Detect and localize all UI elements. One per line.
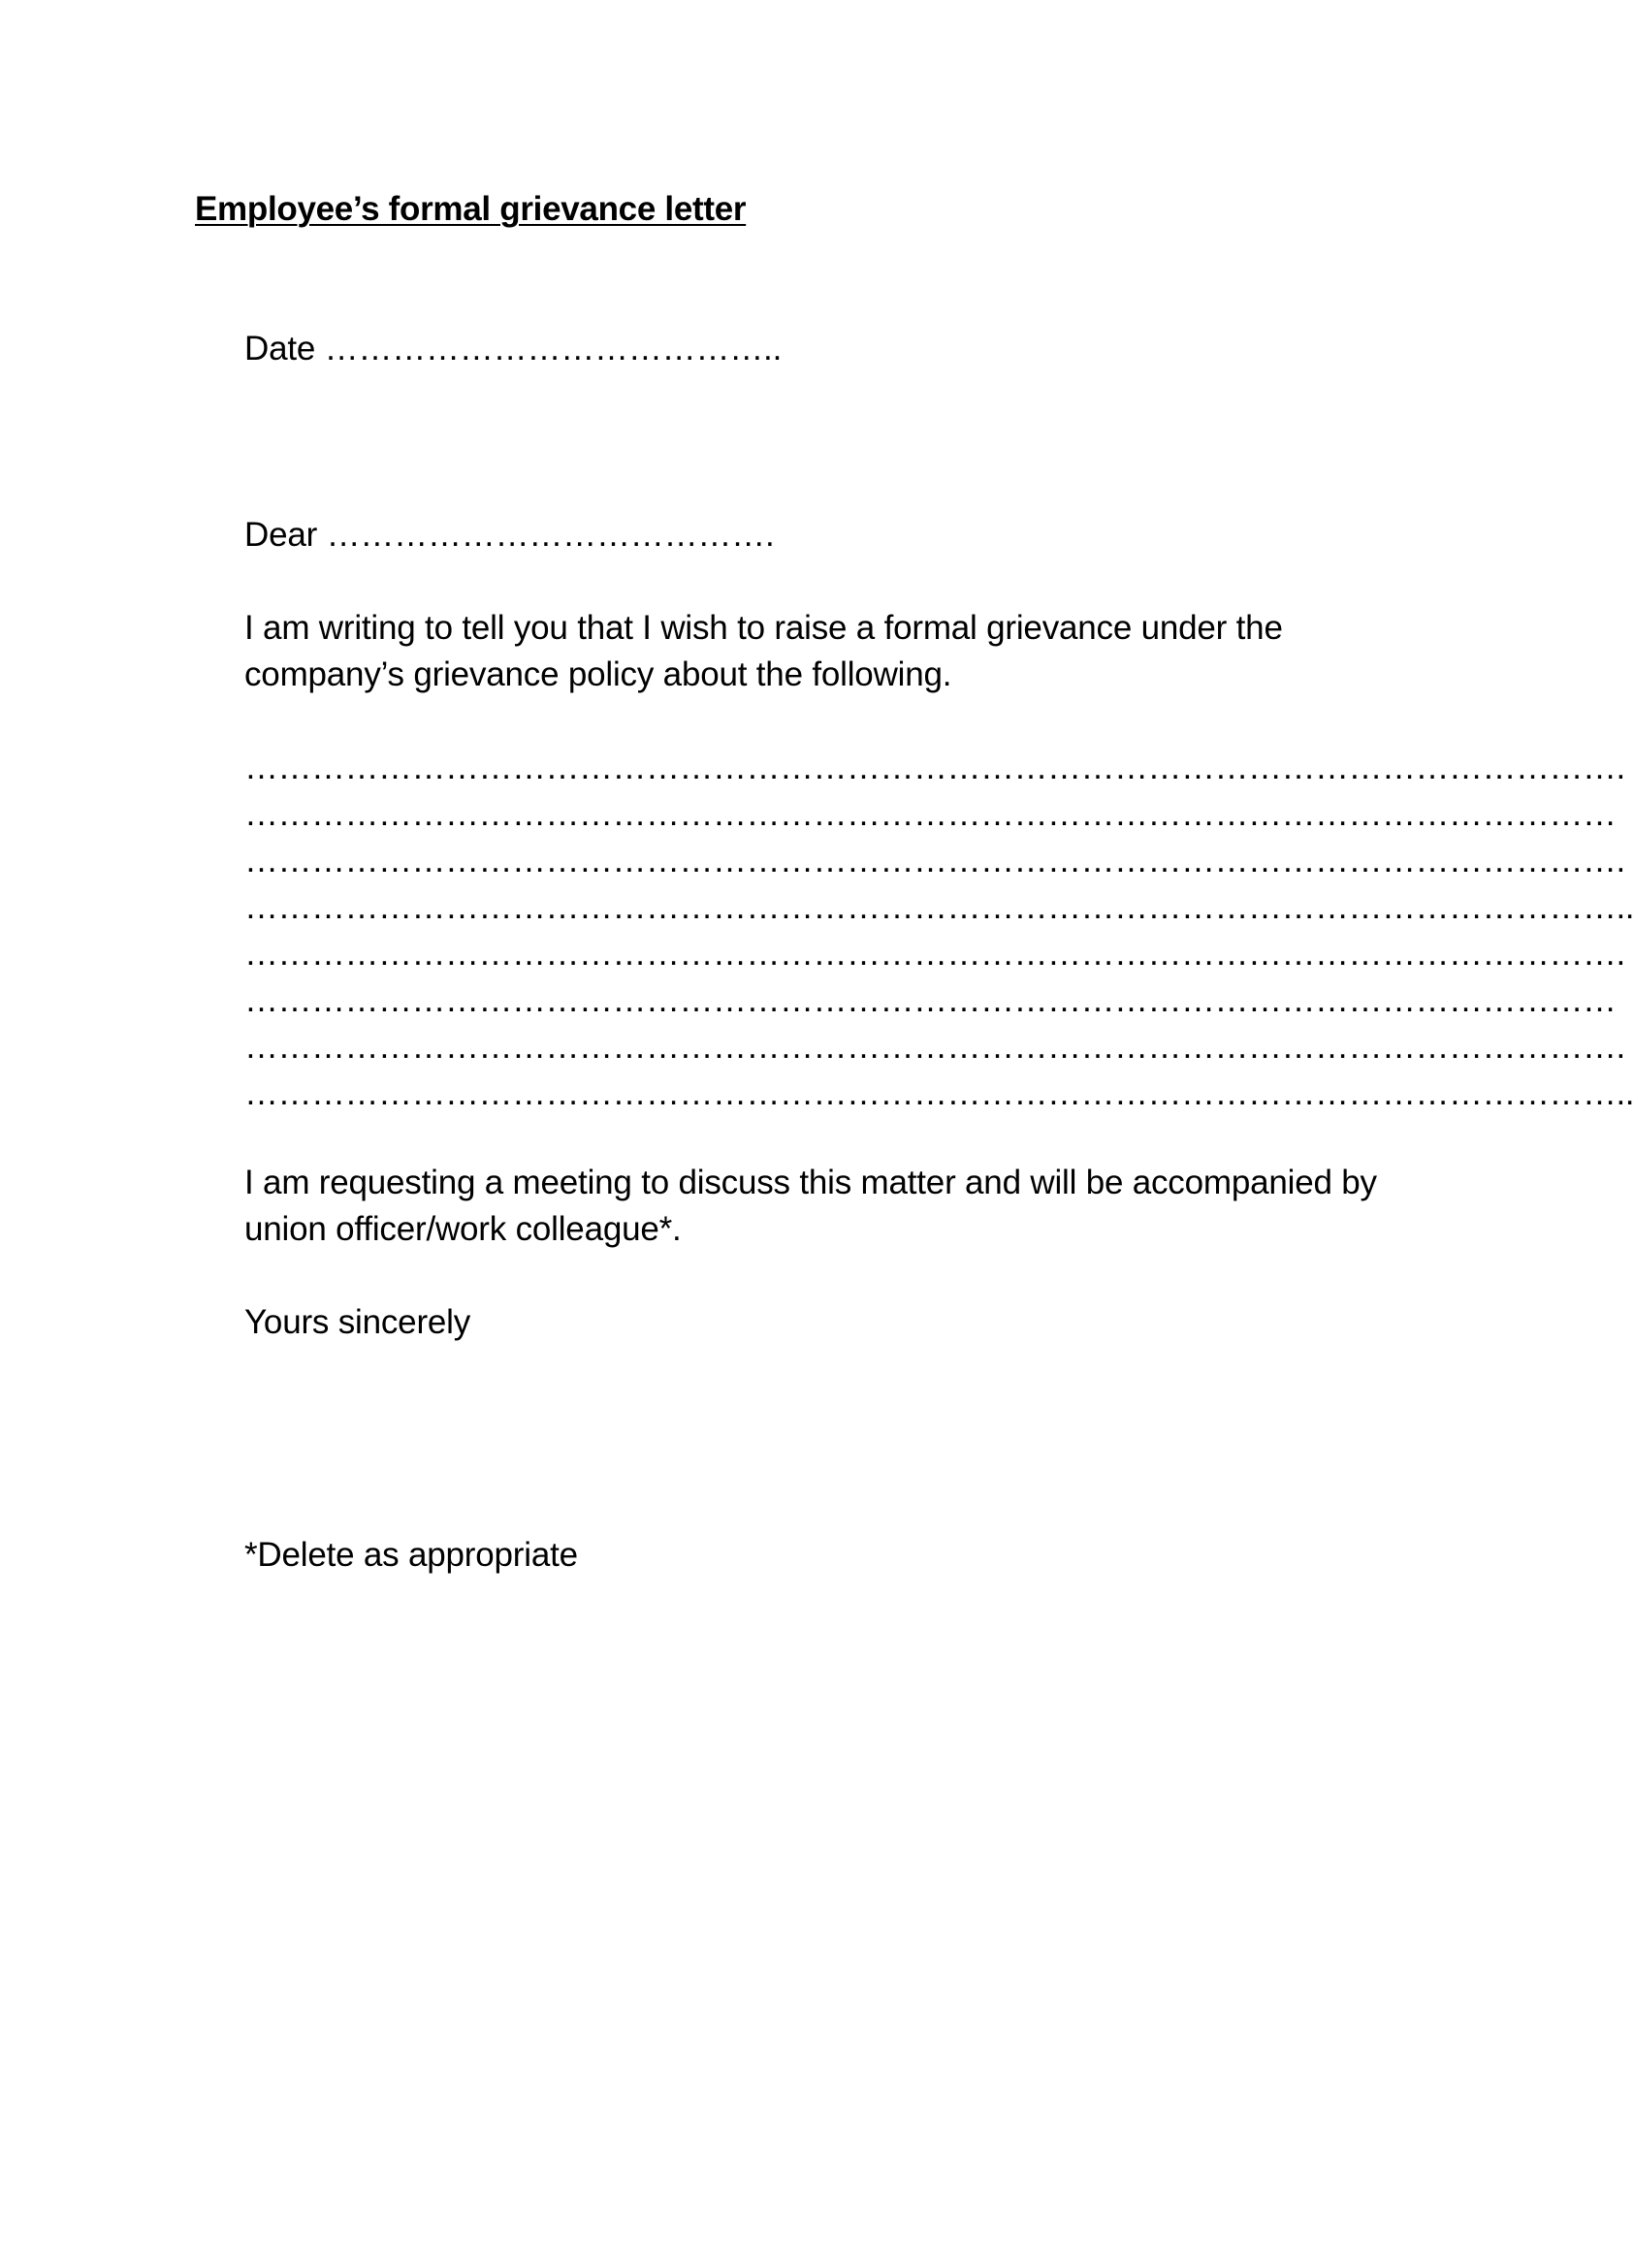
document-title: Employee’s formal grievance letter xyxy=(195,190,747,228)
meeting-request-paragraph: I am requesting a meeting to discuss this matter and will be accompanied by union officer/work colleague*. xyxy=(244,1164,1377,1248)
dotted-line: ……………………………………………………………………………………………………………. xyxy=(244,1028,1625,1066)
dotted-line: ……………………………………………………………………………………………………………. xyxy=(244,749,1625,786)
dotted-line: ……………………………………………………………………………………………………………. xyxy=(244,842,1625,879)
closing-line: Yours sincerely xyxy=(244,1303,471,1341)
dotted-line: ……………………………………………………………………………………………………………. xyxy=(244,935,1625,973)
footnote: *Delete as appropriate xyxy=(244,1536,578,1574)
dotted-line: …………………………………………………………………………………………………………… xyxy=(244,981,1617,1019)
date-line: Date ………………………………….. xyxy=(244,330,783,367)
salutation-line: Dear …………………………………. xyxy=(244,516,775,554)
grievance-details-lines xyxy=(244,745,1634,1117)
dotted-line: …………………………………………………………………………………………………………… xyxy=(244,795,1617,833)
intro-paragraph: I am writing to tell you that I wish to raise a formal grievance under the company’s grievance policy about the following. xyxy=(244,609,1283,693)
dotted-line: …………………………………………………………………………………………………………….. xyxy=(244,1074,1634,1112)
dotted-line: …………………………………………………………………………………………………………….. xyxy=(244,888,1634,926)
